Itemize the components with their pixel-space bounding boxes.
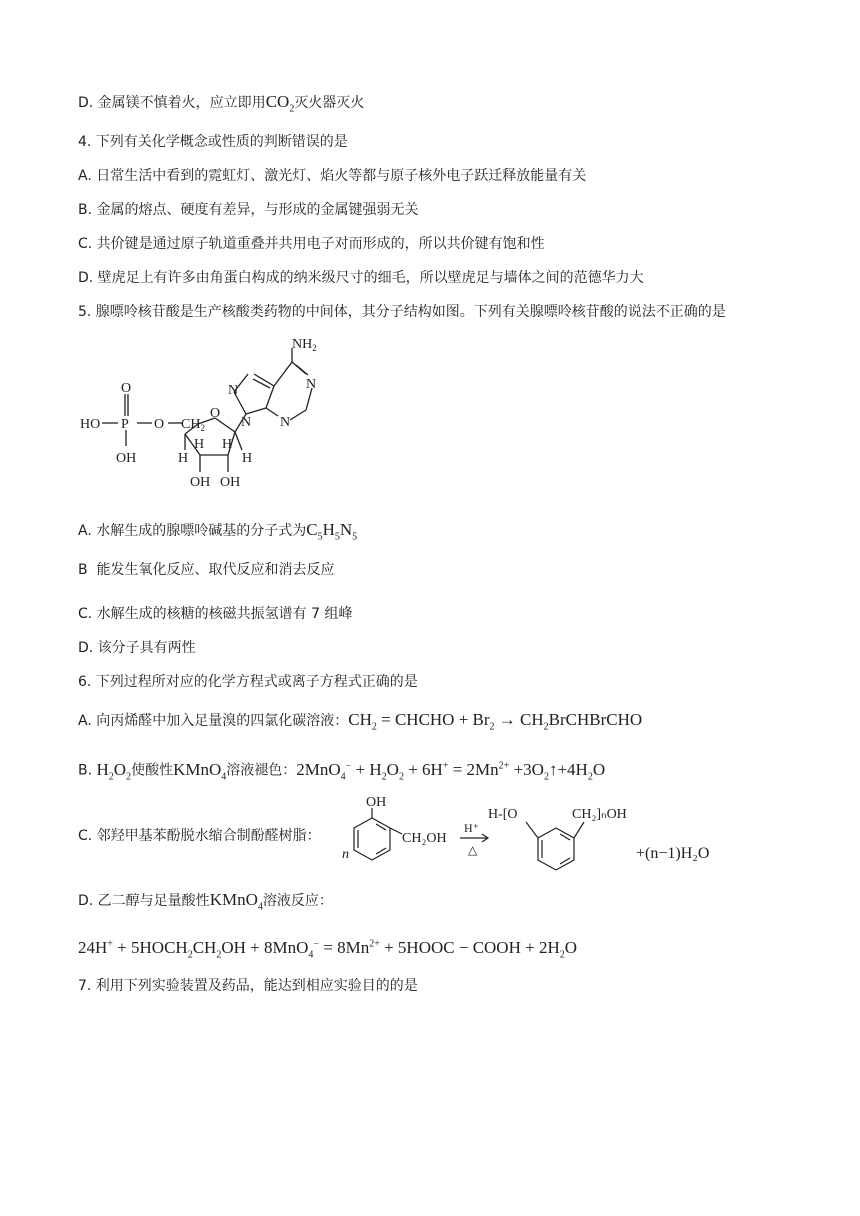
q3-option-d: D. 金属镁不慎着火，应立即用$CO_2$灭火器灭火	[78, 92, 365, 115]
q6-option-b: B. $H_2O_2$使酸性KMnO$_4$溶液褪色：$2MnO_4^- + H_2O_2 + 6H^+ = 2Mn^{2+}$ $+3O_2↑+4H_2O$	[78, 759, 606, 783]
h-label-2: H	[194, 437, 205, 452]
o-double-label: O	[121, 381, 132, 396]
h-label-3: H	[222, 437, 233, 452]
h-label-4: H	[242, 451, 253, 466]
ho-label: HO	[80, 417, 101, 432]
reactant-n-label: n	[342, 847, 349, 862]
n9-label: N	[241, 415, 252, 430]
ch2-label: $CH_2$	[181, 417, 205, 433]
adenosine-monophosphate-structure	[70, 332, 330, 492]
h-label-1: H	[178, 451, 189, 466]
heat-label: △	[468, 843, 478, 857]
product-left-label: H-[O	[488, 807, 518, 822]
q5-option-a: A. 水解生成的腺嘌呤碱基的分子式为$C_5H_5N_5$	[78, 520, 358, 543]
q5-option-b: B 能发生氧化反应、取代反应和消去反应	[78, 562, 335, 578]
n7-label: N	[228, 383, 239, 398]
p-oh-label: OH	[116, 451, 137, 466]
water-label: +(n−1)H₂O	[636, 845, 710, 862]
q5-option-c: C. 水解生成的核糖的核磁共振氢谱有 7 组峰	[78, 606, 353, 622]
q6-stem: 6. 下列过程所对应的化学方程式或离子方程式正确的是	[78, 674, 418, 690]
q7-stem: 7. 利用下列实验装置及药品，能达到相应实验目的的是	[78, 978, 418, 994]
p-label: P	[121, 417, 129, 432]
q4-option-d: D. 壁虎足上有许多由角蛋白构成的纳米级尺寸的细毛，所以壁虎足与墙体之间的范德华力大	[78, 270, 644, 286]
oh-label-1: OH	[190, 475, 211, 490]
n1-label: N	[306, 377, 317, 392]
o-ester-label: O	[154, 417, 165, 432]
q4-option-c: C. 共价键是通过原子轨道重叠并共用电子对而形成的，所以共价键有饱和性	[78, 236, 545, 252]
q4-option-a: A. 日常生活中看到的霓虹灯、激光灯、焰火等都与原子核外电子跃迁释放能量有关	[78, 168, 587, 184]
q6-option-d: D. 乙二醇与足量酸性KMnO$_4$溶液反应：	[78, 890, 333, 913]
q4-option-b: B. 金属的熔点、硬度有差异，与形成的金属键强弱无关	[78, 202, 419, 218]
q5-option-d: D. 该分子具有两性	[78, 640, 196, 656]
reactant-ch2oh-label: CH₂OH	[402, 831, 447, 846]
reactant-oh-label: OH	[366, 795, 387, 810]
ring-o-label: O	[210, 406, 221, 421]
q6-option-c-text: C. 邻羟甲基苯酚脱水缩合制酚醛树脂：	[78, 828, 321, 844]
nh2-label: $NH_2$	[292, 337, 317, 353]
catalyst-label: H⁺	[464, 821, 479, 835]
q6-option-d-equation: $24H^+ + 5HOCH_2CH_2OH + 8MnO_4^- = 8Mn^{2+}$ + 5HOOC − COOH + $2H_2O$	[78, 937, 578, 961]
q4-stem: 4. 下列有关化学概念或性质的判断错误的是	[78, 134, 348, 150]
n3-label: N	[280, 415, 291, 430]
q5-stem: 5. 腺嘌呤核苷酸是生产核酸类药物的中间体，其分子结构如图。下列有关腺嘌呤核苷酸的说法不正确的是	[78, 304, 726, 320]
q6-option-a: A. 向丙烯醛中加入足量溴的四氯化碳溶液：$CH_2$ = CHCHO + $Br_2$ → $CH_2BrCHBrCHO$	[78, 710, 643, 733]
product-right-label: CH₂]ₙOH	[572, 807, 627, 822]
phenol-formaldehyde-reaction	[336, 790, 746, 880]
oh-label-2: OH	[220, 475, 241, 490]
